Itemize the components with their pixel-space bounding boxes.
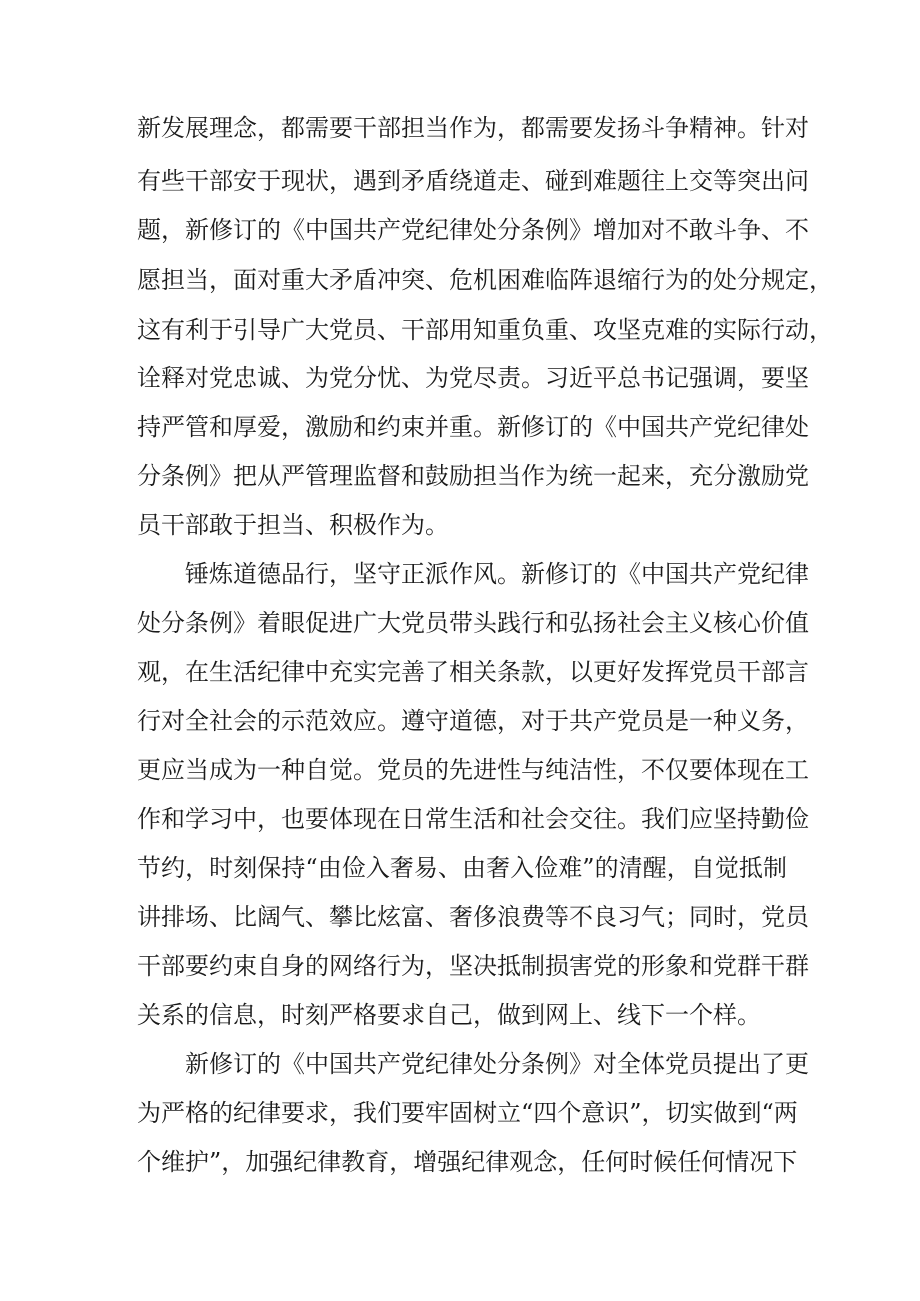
text-line: 诠释对党忠诚、为党分忧、为党尽责。习近平总书记强调，要坚 <box>137 364 809 392</box>
paragraph-first-line: 锤炼道德品行，坚守正派作风。新修订的《中国共产党纪律 <box>185 560 809 588</box>
text-line: 有些干部安于现状，遇到矛盾绕道走、碰到难题往上交等突出问 <box>137 167 809 195</box>
text-line: 个维护”，加强纪律教育，增强纪律观念，任何时候任何情况下 <box>137 1148 798 1176</box>
text-line: 题，新修订的《中国共产党纪律处分条例》增加对不敢斗争、不 <box>137 216 809 244</box>
text-line: 持严管和厚爱，激励和约束并重。新修订的《中国共产党纪律处 <box>137 413 809 441</box>
paragraph-first-line: 新修订的《中国共产党纪律处分条例》对全体党员提出了更 <box>185 1050 809 1078</box>
text-line: 为严格的纪律要求，我们要牢固树立“四个意识”，切实做到“两 <box>137 1099 798 1127</box>
text-line: 讲排场、比阔气、攀比炫富、奢侈浪费等不良习气；同时，党员 <box>137 903 809 931</box>
text-line: 愿担当，面对重大矛盾冲突、危机困难临阵退缩行为的处分规定， <box>137 266 833 294</box>
text-line: 关系的信息，时刻严格要求自己，做到网上、线下一个样。 <box>137 1001 761 1029</box>
text-line: 处分条例》着眼促进广大党员带头践行和弘扬社会主义核心价值 <box>137 609 809 637</box>
text-line: 作和学习中，也要体现在日常生活和社会交往。我们应坚持勤俭 <box>137 805 809 833</box>
text-line: 干部要约束自身的网络行为，坚决抵制损害党的形象和党群干群 <box>137 952 809 980</box>
text-line: 节约，时刻保持“由俭入奢易、由奢入俭难”的清醒，自觉抵制 <box>137 854 787 882</box>
text-line: 观，在生活纪律中充实完善了相关条款，以更好发挥党员干部言 <box>137 658 809 686</box>
text-line: 更应当成为一种自觉。党员的先进性与纯洁性，不仅要体现在工 <box>137 756 809 784</box>
text-line: 员干部敢于担当、积极作为。 <box>137 511 449 539</box>
text-line: 新发展理念，都需要干部担当作为，都需要发扬斗争精神。针对 <box>137 114 809 142</box>
text-line: 分条例》把从严管理监督和鼓励担当作为统一起来，充分激励党 <box>137 462 809 490</box>
text-line: 这有利于引导广大党员、干部用知重负重、攻坚克难的实际行动， <box>137 316 833 344</box>
text-line: 行对全社会的示范效应。遵守道德，对于共产党员是一种义务， <box>137 707 809 735</box>
